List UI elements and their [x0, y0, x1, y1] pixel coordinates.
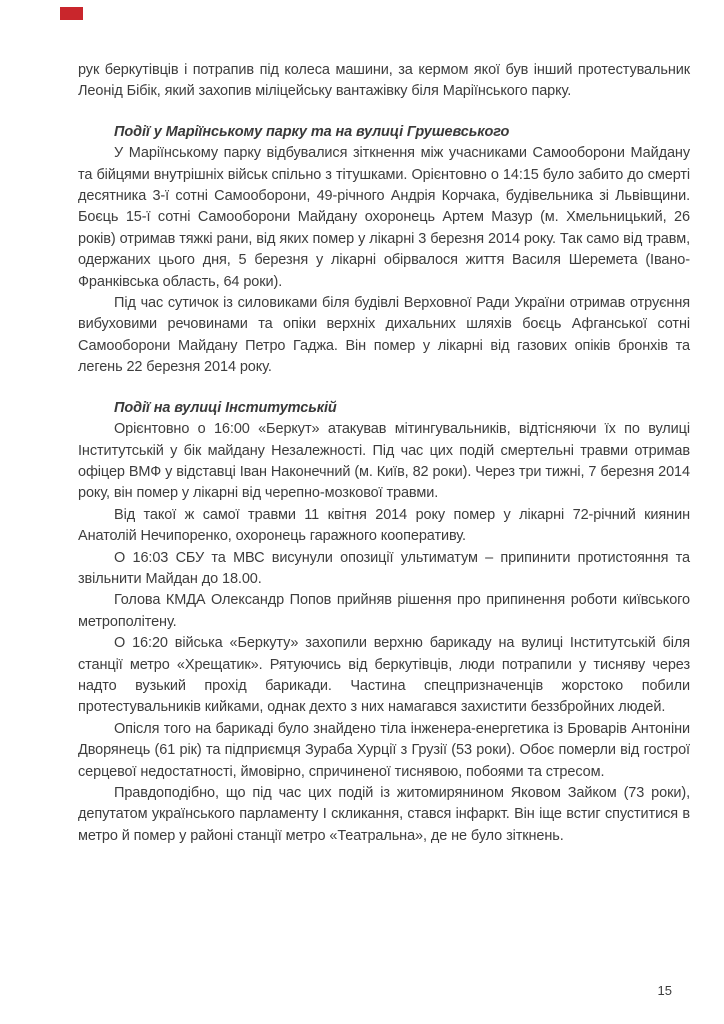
body-paragraph: Опісля того на барикаді було знайдено тіла інженера-енергетика із Броварів Антоніни Дворянець (61 рік) та підприємця Зураба Хурції з Грузії (53 роки). Обоє померли від гострої серцевої недостатності, ймовірно, спричиненої тиснявою, побоями та стресом.: [78, 720, 690, 780]
body-paragraph: О 16:20 війська «Беркуту» захопили верхню барикаду на вулиці Інститутській біля станції метро «Хрещатик». Рятуючись від беркутівців, люди потрапили у тисняву через надто вузький прохід барикади. Частина спецпризначенців жорстоко побили протестувальників кийками, однак дехто з них намагався захистити беззбройних людей.: [78, 635, 690, 716]
section-heading: Події у Маріїнському парку та на вулиці Грушевського: [114, 123, 510, 140]
body-paragraph: Під час сутичок із силовиками біля будівлі Верховної Ради України отримав отруєння вибуховими речовинами та опіки верхніх дихальних шляхів боєць Афганської сотні Самооборони Майдану Петро Гаджа. Він помер у лікарні від газових опіків бронхів та легень 22 березня 2014 року.: [78, 295, 690, 376]
body-paragraph: У Маріїнському парку відбувалися зіткнення між учасниками Самооборони Майдану та бійцями внутрішніх військ спільно з тітушками. Орієнтовно о 14:15 було забито до смерті десятника 3-ї сотні Самооборони, 49-річного Андрія Корчака, будівельника зі Львівщини. Боєць 15-ї сотні Самооборони Майдану охоронець Артем Мазур (м. Хмельницький, 26 років) отримав тяжкі рани, від яких помер у лікарні 3 березня 2014 року. Так само від травм, одержаних цього дня, 5 березня у лікарні обірвалося життя Василя Шеремета (Івано-Франківська область, 64 роки).: [78, 145, 690, 290]
body-paragraph: Від такої ж самої травми 11 квітня 2014 року помер у лікарні 72-річний киянин Анатолій Нечипоренко, охоронець гаражного кооперативу.: [78, 506, 690, 545]
body-paragraph: Орієнтовно о 16:00 «Беркут» атакував мітингувальників, відтісняючи їх по вулиці Інститутській у бік майдану Незалежності. Під час цих подій смертельні травми отримав офіцер ВМФ у відставці Іван Наконечний (м. Київ, 82 роки). Через три тижні, 7 березня 2014 року, він помер у лікарні від черепно-мозкової травми.: [78, 421, 690, 502]
body-paragraph: рук беркутівців і потрапив під колеса машини, за кермом якої був інший протестувальник Леонід Бібік, який захопив міліцейську вантажівку біля Маріїнського парку.: [78, 62, 690, 100]
section-heading: Події на вулиці Інститутській: [114, 399, 337, 416]
document-text: [78, 60, 690, 847]
body-paragraph: Голова КМДА Олександр Попов прийняв рішення про припинення роботи київського метрополітену.: [78, 592, 690, 630]
page-number: 15: [657, 983, 672, 998]
body-paragraph: О 16:03 СБУ та МВС висунули опозиції ультиматум – припинити протистояння та звільнити Майдан до 18.00.: [78, 549, 690, 587]
body-paragraph: Правдоподібно, що під час цих подій із житомирянином Яковом Зайком (73 роки), депутатом українського парламенту I скликання, стався інфаркт. Він іще встиг спуститися в метро й помер у районі станції метро «Театральна», де не було зіткнень.: [78, 785, 690, 844]
red-marker: [60, 7, 83, 20]
